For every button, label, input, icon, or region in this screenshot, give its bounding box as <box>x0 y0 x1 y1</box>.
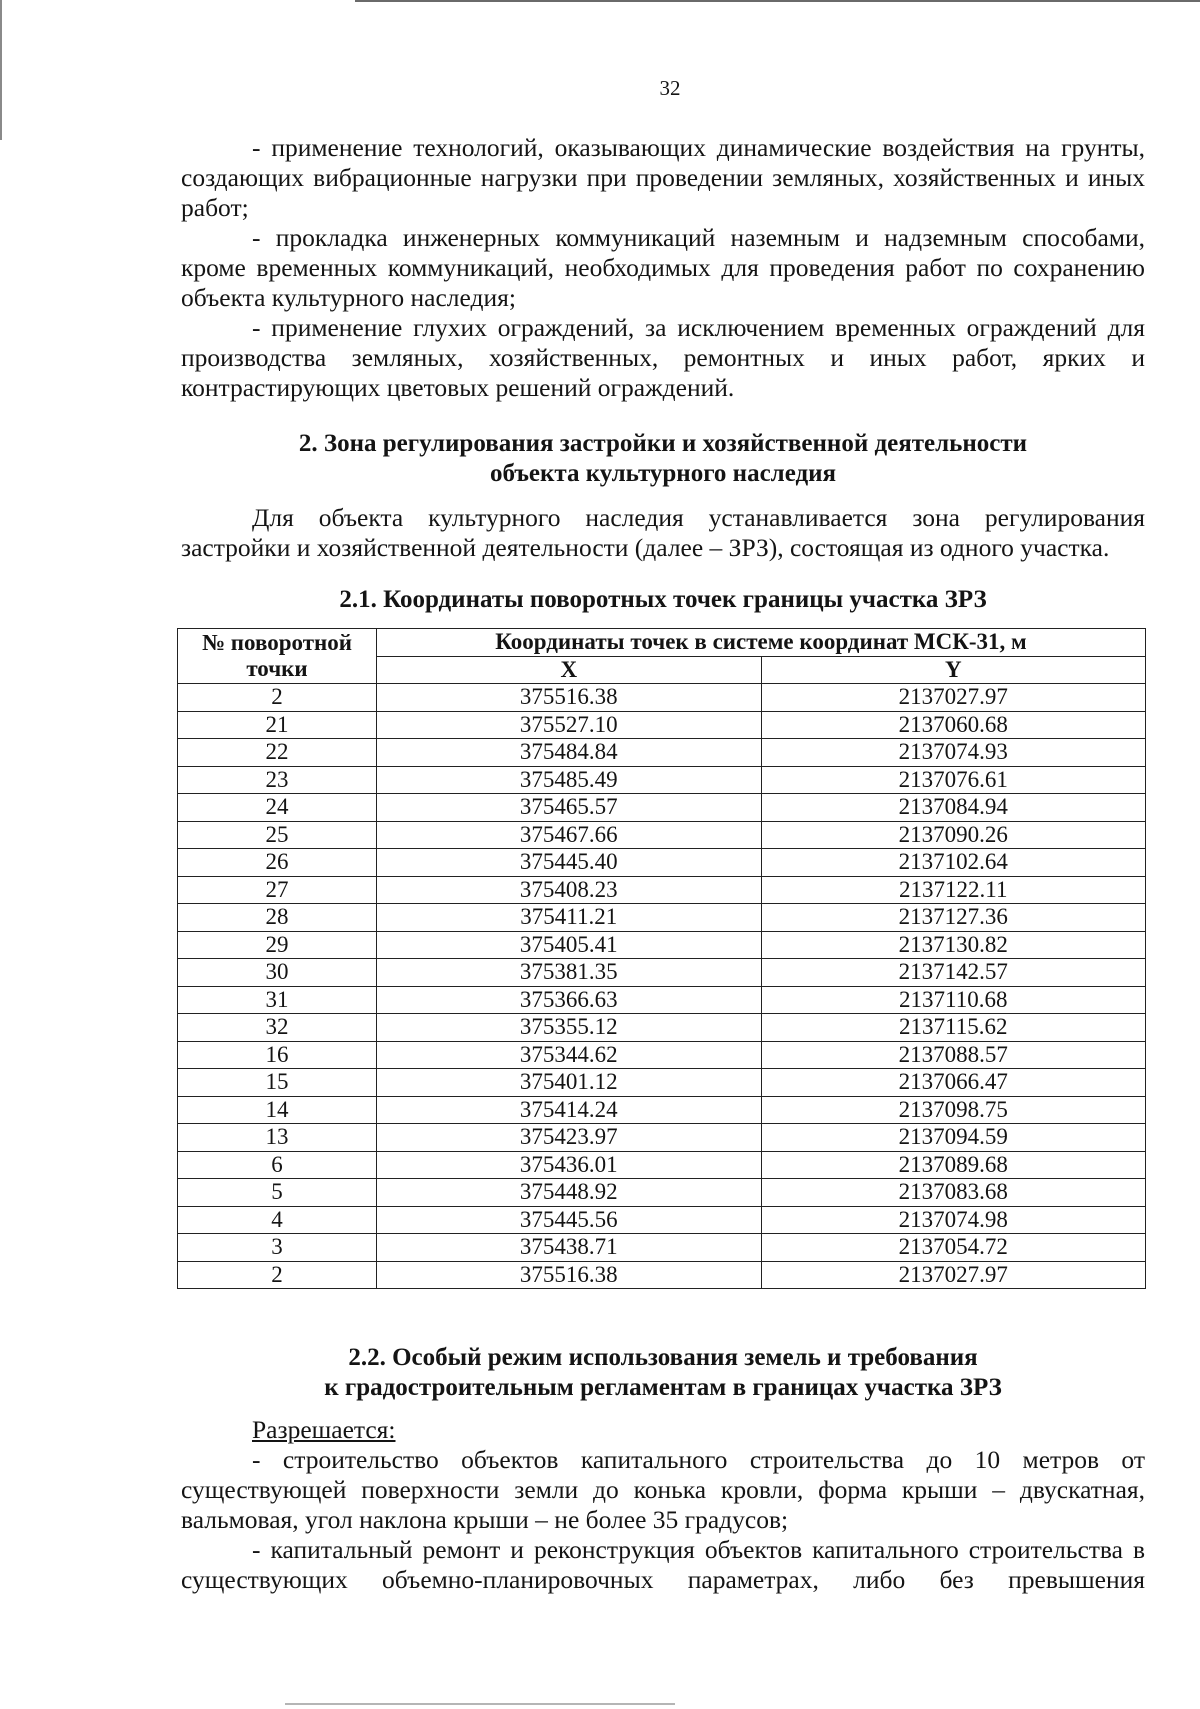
section-2-2-body <box>181 1415 1145 1595</box>
section-2-2-heading-line-2: к градостроительным регламентам в границах участка ЗРЗ <box>324 1374 1002 1401</box>
table-row <box>178 821 1146 849</box>
table-header-row <box>178 629 1146 657</box>
coord-y: 2137115.62 <box>761 1014 1146 1042</box>
coord-x: 375516.38 <box>377 1261 762 1289</box>
coord-y: 2137074.93 <box>761 739 1146 767</box>
coord-x: 375527.10 <box>377 711 762 739</box>
table-row <box>178 684 1146 712</box>
coord-x: 375355.12 <box>377 1014 762 1042</box>
point-number: 29 <box>178 931 377 959</box>
coord-x: 375436.01 <box>377 1151 762 1179</box>
coord-x: 375485.49 <box>377 766 762 794</box>
coord-x: 375401.12 <box>377 1069 762 1097</box>
table-row <box>178 1041 1146 1069</box>
coord-x: 375445.40 <box>377 849 762 877</box>
coord-x: 375438.71 <box>377 1234 762 1262</box>
coord-y: 2137102.64 <box>761 849 1146 877</box>
point-number: 28 <box>178 904 377 932</box>
point-number: 15 <box>178 1069 377 1097</box>
scan-edge-top <box>355 0 1200 2</box>
table-row <box>178 766 1146 794</box>
table-row <box>178 739 1146 767</box>
point-number: 2 <box>178 1261 377 1289</box>
coord-y: 2137122.11 <box>761 876 1146 904</box>
coord-y: 2137142.57 <box>761 959 1146 987</box>
coord-y: 2137130.82 <box>761 931 1146 959</box>
coord-y: 2137127.36 <box>761 904 1146 932</box>
section-2-intro-text: Для объекта культурного наследия устанавливается зона регулирования застройки и хозяйственной деятельности (далее – ЗРЗ), состоящая из одного участка. <box>181 503 1145 562</box>
point-number: 24 <box>178 794 377 822</box>
table-row <box>178 959 1146 987</box>
table-row <box>178 876 1146 904</box>
coord-x: 375448.92 <box>377 1179 762 1207</box>
coord-y: 2137060.68 <box>761 711 1146 739</box>
coord-y: 2137076.61 <box>761 766 1146 794</box>
point-number: 6 <box>178 1151 377 1179</box>
coord-y: 2137066.47 <box>761 1069 1146 1097</box>
coord-y: 2137110.68 <box>761 986 1146 1014</box>
coord-x: 375445.56 <box>377 1206 762 1234</box>
point-number: 13 <box>178 1124 377 1152</box>
coord-y: 2137027.97 <box>761 684 1146 712</box>
table-row <box>178 1096 1146 1124</box>
coord-y: 2137090.26 <box>761 821 1146 849</box>
section-2-heading-line-2: объекта культурного наследия <box>489 460 837 487</box>
coord-y: 2137074.98 <box>761 1206 1146 1234</box>
coord-y: 2137088.57 <box>761 1041 1146 1069</box>
coord-x: 375465.57 <box>377 794 762 822</box>
coord-x: 375516.38 <box>377 684 762 712</box>
coord-x: 375423.97 <box>377 1124 762 1152</box>
page-number: 32 <box>659 76 681 100</box>
table-row <box>178 1206 1146 1234</box>
restriction-item: - прокладка инженерных коммуникаций наземным и надземным способами, кроме временных коммуникаций, необходимых для проведения работ по сохранению объекта культурного наследия; <box>181 223 1145 312</box>
section-2-intro <box>181 503 1145 563</box>
table-row <box>178 1261 1146 1289</box>
table-row <box>178 794 1146 822</box>
scan-edge-bottom <box>285 1703 675 1705</box>
coord-y: 2137083.68 <box>761 1179 1146 1207</box>
coordinates-table <box>177 628 1146 1289</box>
coord-x: 375381.35 <box>377 959 762 987</box>
coord-y: 2137027.97 <box>761 1261 1146 1289</box>
allowed-label-text: Разрешается: <box>252 1415 396 1444</box>
allowed-label <box>181 1415 1145 1445</box>
table-row <box>178 849 1146 877</box>
table-row <box>178 904 1146 932</box>
coord-y: 2137098.75 <box>761 1096 1146 1124</box>
table-row <box>178 711 1146 739</box>
coord-y: 2137089.68 <box>761 1151 1146 1179</box>
restriction-item: - применение глухих ограждений, за исключением временных ограждений для производства земляных, хозяйственных, ремонтных и иных работ, ярких и контрастирующих цветовых решений ограждений. <box>181 313 1145 402</box>
point-number: 31 <box>178 986 377 1014</box>
coord-x: 375344.62 <box>377 1041 762 1069</box>
point-number: 5 <box>178 1179 377 1207</box>
coord-y: 2137054.72 <box>761 1234 1146 1262</box>
table-row <box>178 986 1146 1014</box>
point-number: 21 <box>178 711 377 739</box>
table-row <box>178 1124 1146 1152</box>
coord-x: 375467.66 <box>377 821 762 849</box>
header-x: X <box>377 656 762 684</box>
point-number: 2 <box>178 684 377 712</box>
point-number: 16 <box>178 1041 377 1069</box>
table-row <box>178 1234 1146 1262</box>
allowed-item: - капитальный ремонт и реконструкция объектов капитального строительства в существующих объемно-планировочных параметрах, либо без превышения <box>181 1535 1145 1594</box>
coord-y: 2137094.59 <box>761 1124 1146 1152</box>
header-y: Y <box>761 656 1146 684</box>
point-number: 22 <box>178 739 377 767</box>
coord-x: 375411.21 <box>377 904 762 932</box>
point-number: 27 <box>178 876 377 904</box>
section-2-heading-line-1: 2. Зона регулирования застройки и хозяйственной деятельности <box>298 430 1028 457</box>
coord-x: 375408.23 <box>377 876 762 904</box>
point-number: 14 <box>178 1096 377 1124</box>
point-number: 3 <box>178 1234 377 1262</box>
coord-y: 2137084.94 <box>761 794 1146 822</box>
coord-x: 375405.41 <box>377 931 762 959</box>
table-row <box>178 1014 1146 1042</box>
header-coordinates: Координаты точек в системе координат МСК-31, м <box>377 629 1146 657</box>
point-number: 30 <box>178 959 377 987</box>
point-number: 23 <box>178 766 377 794</box>
coord-x: 375366.63 <box>377 986 762 1014</box>
point-number: 26 <box>178 849 377 877</box>
header-point-number: № поворотной точки <box>178 629 377 684</box>
table-row <box>178 1179 1146 1207</box>
table-row <box>178 1069 1146 1097</box>
section-2-1-heading: 2.1. Координаты поворотных точек границы участка ЗРЗ <box>339 586 987 613</box>
coord-x: 375484.84 <box>377 739 762 767</box>
table-row <box>178 931 1146 959</box>
allowed-item: - строительство объектов капитального строительства до 10 метров от существующей поверхности земли до конька кровли, форма крыши – двускатная, вальмовая, угол наклона крыши – не более 35 градусов; <box>181 1445 1145 1534</box>
restrictions-list <box>181 133 1145 403</box>
section-2-2-heading-line-1: 2.2. Особый режим использования земель и требования <box>348 1344 978 1371</box>
coord-x: 375414.24 <box>377 1096 762 1124</box>
point-number: 25 <box>178 821 377 849</box>
point-number: 4 <box>178 1206 377 1234</box>
table-row <box>178 1151 1146 1179</box>
point-number: 32 <box>178 1014 377 1042</box>
restriction-item: - применение технологий, оказывающих динамические воздействия на грунты, создающих вибрационные нагрузки при проведении земляных, хозяйственных и иных работ; <box>181 133 1145 222</box>
scan-edge-left <box>0 0 2 140</box>
